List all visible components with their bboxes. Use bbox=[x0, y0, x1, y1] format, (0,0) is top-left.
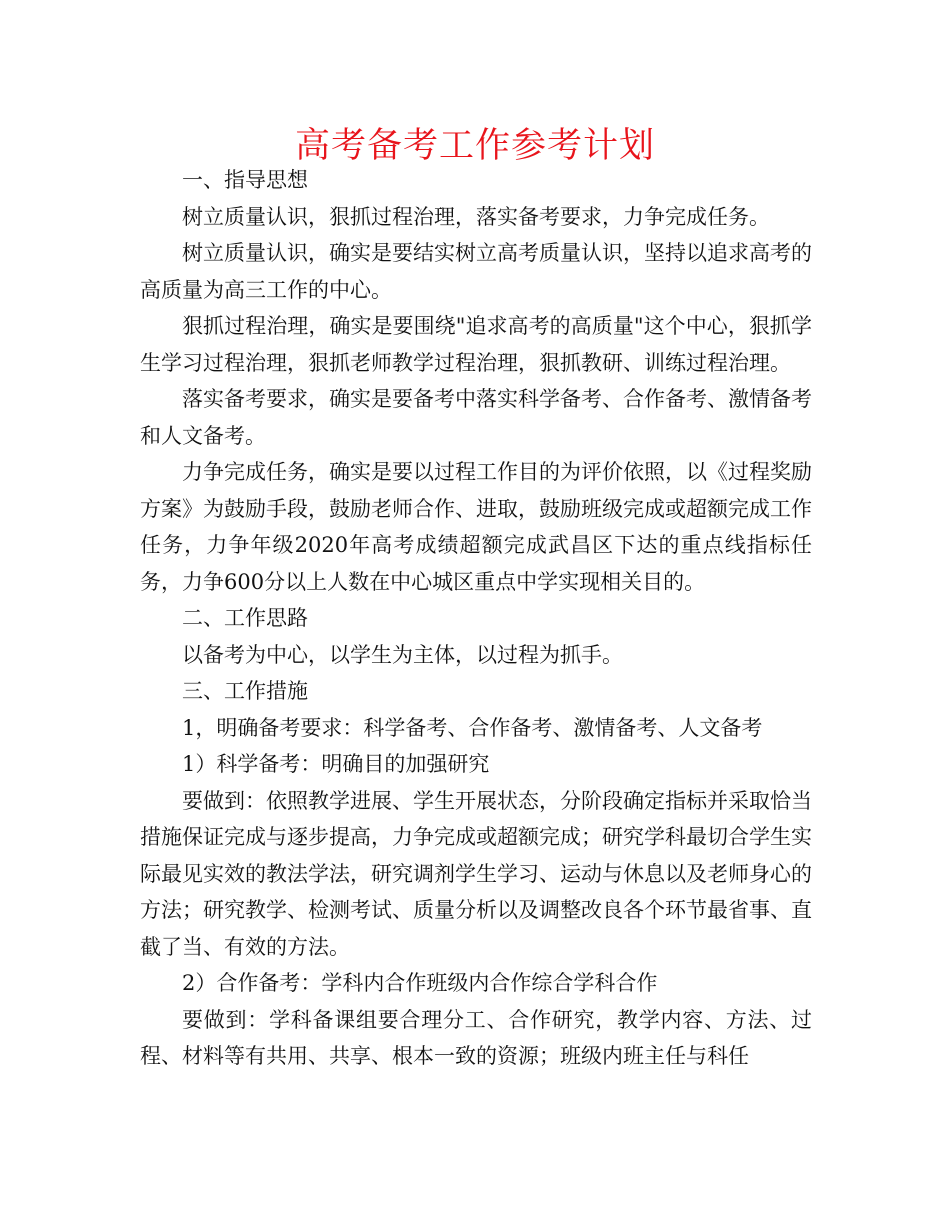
paragraph: 1，明确备考要求：科学备考、合作备考、激情备考、人文备考 bbox=[182, 715, 763, 740]
paragraph: 落实备考要求，确实是要备考中落实科学备考、合作备考、激情备考和人文备考。 bbox=[140, 387, 812, 448]
paragraph: 要做到：依照教学进展、学生开展状态，分阶段确定指标并采取恰当措施保证完成与逐步提高，力争完成或超额完成；研究学科最切合学生实际最见实效的教法学法，研究调剂学生学习、运动与休息以及老师身心的方法；研究教学、检测考试、质量分析以及调整改良各个环节最省事、直截了当、有效的方法。 bbox=[140, 788, 812, 959]
document-body bbox=[140, 162, 812, 1075]
paragraph: 树立质量认识，狠抓过程治理，落实备考要求，力争完成任务。 bbox=[182, 204, 770, 229]
document-title: 高考备考工作参考计划 bbox=[294, 126, 655, 166]
paragraph: 要做到：学科备课组要合理分工、合作研究，教学内容、方法、过程、材料等有共用、共享、根本一致的资源；班级内班主任与科任 bbox=[140, 1007, 812, 1068]
subheading-cooperative-prep: 2）合作备考：学科内合作班级内合作综合学科合作 bbox=[182, 971, 658, 995]
paragraph: 以备考为中心，以学生为主体，以过程为抓手。 bbox=[182, 642, 623, 667]
paragraph: 力争完成任务，确实是要以过程工作目的为评价依照，以《过程奖励方案》为鼓励手段，鼓励老师合作、进取，鼓励班级完成或超额完成工作任务，力争年级2020年高考成绩超额完成武昌区下达的重点线指标任务，力争600分以上人数在中心城区重点中学实现相关目的。 bbox=[140, 460, 812, 594]
paragraph: 树立质量认识，确实是要结实树立高考质量认识，坚持以追求高考的高质量为高三工作的中心。 bbox=[140, 241, 812, 302]
heading-guiding-thought: 一、指导思想 bbox=[182, 168, 308, 192]
subheading-scientific-prep: 1）科学备考：明确目的加强研究 bbox=[182, 752, 490, 776]
heading-work-approach: 二、工作思路 bbox=[182, 606, 308, 630]
paragraph: 狠抓过程治理，确实是要围绕"追求高考的高质量"这个中心，狠抓学生学习过程治理，狠抓老师教学过程治理，狠抓教研、训练过程治理。 bbox=[140, 314, 812, 375]
heading-work-measures: 三、工作措施 bbox=[182, 679, 308, 703]
